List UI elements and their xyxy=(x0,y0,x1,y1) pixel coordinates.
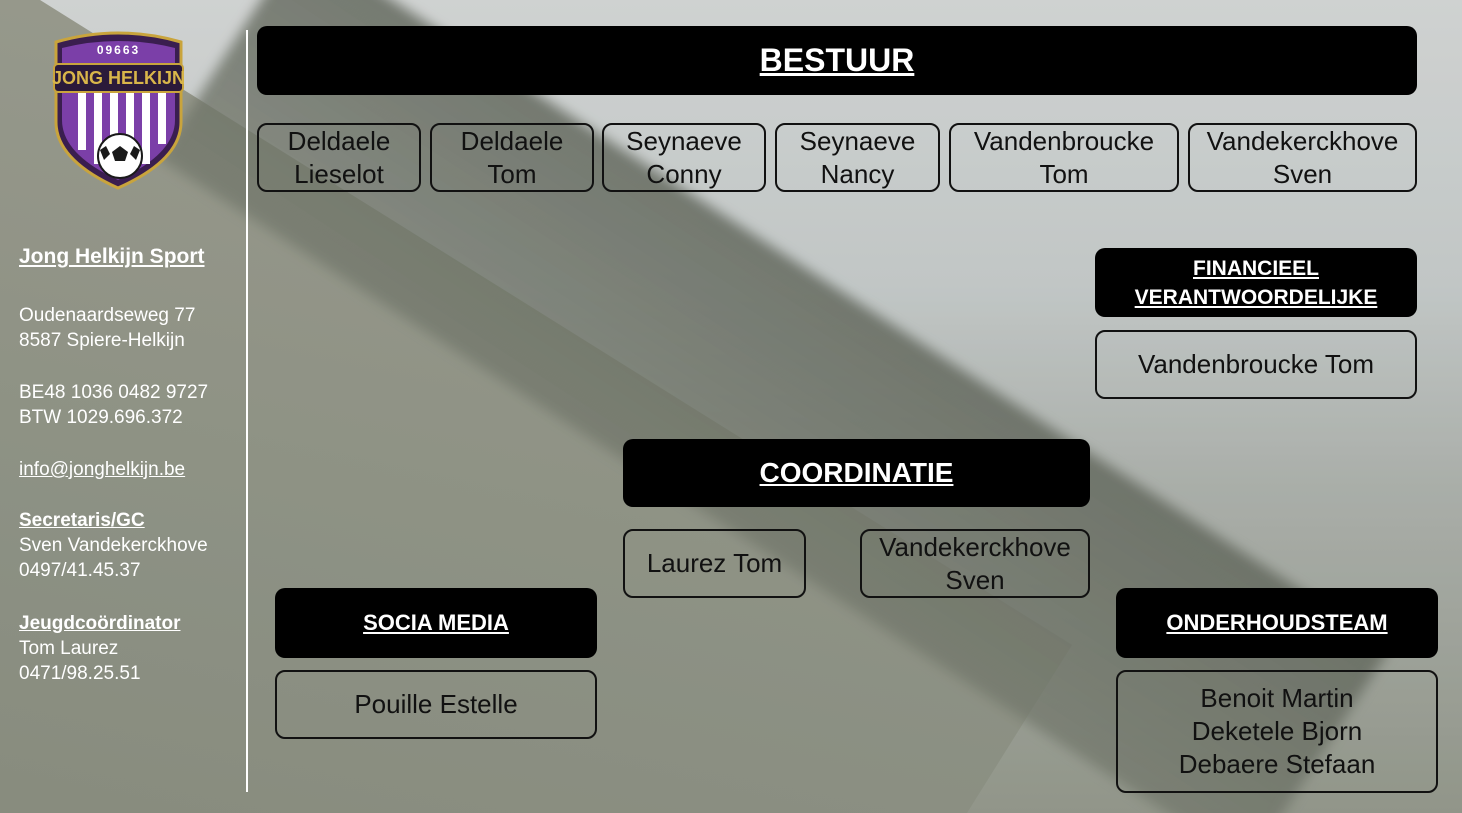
coordinatie-member: Vandekerckhove Sven xyxy=(860,529,1090,598)
financieel-title-line2: VERANTWOORDELIJKE xyxy=(1134,285,1378,309)
financieel-member: Vandenbroucke Tom xyxy=(1095,330,1417,399)
sidebar-divider xyxy=(246,30,248,792)
youth-coordinator-title: Jeugdcoördinator xyxy=(19,613,181,634)
secretary-block xyxy=(19,508,208,583)
onderhoud-members xyxy=(1116,670,1438,793)
bestuur-member: Vandekerckhove Sven xyxy=(1188,123,1417,192)
secretary-name: Sven Vandekerckhove xyxy=(19,535,208,556)
secretary-phone: 0497/41.45.37 xyxy=(19,560,141,581)
financieel-title-line1: FINANCIEEL xyxy=(1193,256,1319,280)
bestuur-member: Seynaeve Conny xyxy=(602,123,766,192)
bestuur-member: Deldaele Lieselot xyxy=(257,123,421,192)
sidebar xyxy=(0,0,246,813)
bank-details xyxy=(19,380,208,430)
coordinatie-header: COORDINATIE xyxy=(623,439,1090,507)
club-logo xyxy=(48,30,189,190)
onderhoud-header: ONDERHOUDSTEAM xyxy=(1116,588,1438,658)
onderhoud-member: Benoit Martin xyxy=(1200,683,1354,713)
logo-number: 09663 xyxy=(96,43,141,57)
onderhoud-member: Deketele Bjorn xyxy=(1191,716,1363,746)
address-line2: 8587 Spiere-Helkijn xyxy=(19,330,185,351)
logo-name: JONG HELKIJN xyxy=(51,68,186,88)
bestuur-header: BESTUUR xyxy=(257,26,1417,95)
club-name: Jong Helkijn Sport xyxy=(19,245,205,268)
iban: BE48 1036 0482 9727 xyxy=(19,382,209,403)
bestuur-member: Vandenbroucke Tom xyxy=(949,123,1179,192)
email-block xyxy=(19,457,185,482)
bestuur-member: Seynaeve Nancy xyxy=(775,123,940,192)
socia-media-header: SOCIA MEDIA xyxy=(275,588,597,658)
onderhoud-member: Debaere Stefaan xyxy=(1178,749,1376,779)
email-link[interactable]: info@jonghelkijn.be xyxy=(19,459,186,480)
address xyxy=(19,303,195,353)
socia-media-member: Pouille Estelle xyxy=(275,670,597,739)
bestuur-member: Deldaele Tom xyxy=(430,123,594,192)
youth-coordinator-phone: 0471/98.25.51 xyxy=(19,663,141,684)
youth-coordinator-block xyxy=(19,611,181,686)
btw-number: BTW 1029.696.372 xyxy=(19,407,183,428)
secretary-title: Secretaris/GC xyxy=(19,510,145,531)
address-line1: Oudenaardseweg 77 xyxy=(19,305,196,326)
financieel-header xyxy=(1095,248,1417,317)
youth-coordinator-name: Tom Laurez xyxy=(19,638,119,659)
coordinatie-member: Laurez Tom xyxy=(623,529,806,598)
